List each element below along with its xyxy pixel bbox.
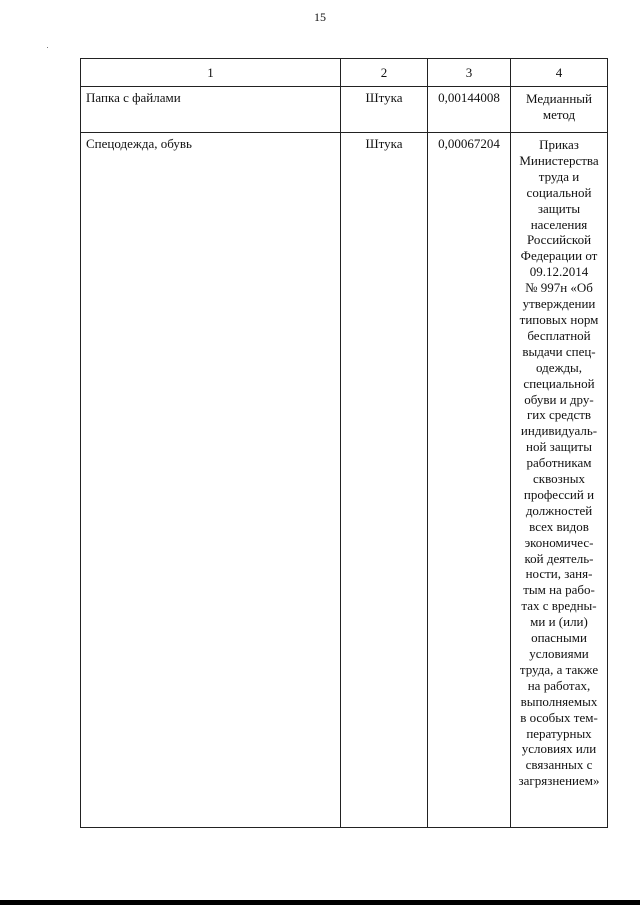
basis-line: одежды,: [535, 359, 583, 375]
basis-line: индивидуаль-: [520, 423, 598, 439]
basis-line: Министерства: [519, 152, 599, 168]
basis-line: типовых норм: [519, 311, 599, 327]
basis-line: труда и: [538, 168, 580, 184]
basis-line: профессий и: [523, 486, 595, 502]
basis-line: ности, заня-: [525, 566, 593, 582]
table-row: [81, 133, 608, 828]
header-cell-1: 1: [81, 59, 341, 87]
basis-line: кой деятель-: [524, 550, 594, 566]
basis-line: выполняемых: [520, 693, 598, 709]
basis-line: на работах,: [527, 677, 591, 693]
basis-line: должностей: [525, 502, 593, 518]
basis-line: Российской: [526, 232, 592, 248]
basis-line: в особых тем-: [520, 709, 598, 725]
basis-cell: [511, 87, 608, 133]
basis-line: экономичес-: [524, 534, 594, 550]
basis-line: труда, а также: [519, 661, 599, 677]
basis-text: [513, 137, 605, 789]
basis-cell: [511, 133, 608, 828]
header-cell-2: 2: [341, 59, 428, 87]
header-cell-4: 4: [511, 59, 608, 87]
basis-line: 09.12.2014: [529, 264, 589, 280]
table-header-row: [81, 59, 608, 87]
basis-line: № 997н «Об: [525, 280, 593, 296]
norms-table: [80, 58, 608, 828]
basis-line: Медианный: [526, 91, 592, 106]
margin-mark: [47, 47, 48, 48]
value-cell: 0,00144008: [428, 87, 511, 133]
item-name-cell: Папка с файлами: [81, 87, 341, 133]
basis-line: условиями: [529, 646, 589, 661]
unit-cell: Штука: [341, 133, 428, 828]
basis-line: обуви и дру-: [524, 391, 594, 407]
basis-line: загрязнением»: [518, 773, 600, 789]
basis-line: сквозных: [533, 471, 585, 487]
basis-text: [513, 91, 605, 123]
table-row: [81, 87, 608, 133]
basis-line: населения: [530, 216, 588, 232]
basis-line: тым на рабо-: [523, 582, 595, 598]
scan-bottom-edge: [0, 900, 640, 905]
basis-line: гих средств: [526, 407, 592, 423]
basis-line: метод: [542, 106, 576, 122]
basis-line: выдачи спец-: [522, 343, 596, 359]
unit-cell: Штука: [341, 87, 428, 133]
basis-line: Федерации от: [520, 248, 598, 264]
basis-line: утверждении: [522, 296, 596, 312]
basis-line: пературных: [526, 725, 592, 741]
basis-line: связанных с: [525, 757, 593, 773]
basis-line: защиты: [537, 200, 581, 216]
basis-line: специальной: [523, 375, 595, 391]
basis-line: ной защиты: [526, 439, 592, 455]
header-cell-3: 3: [428, 59, 511, 87]
page-number: 15: [314, 10, 326, 24]
value-cell: 0,00067204: [428, 133, 511, 828]
basis-line: Приказ: [539, 137, 579, 152]
basis-line: тах с вредны-: [521, 598, 597, 614]
basis-line: бесплатной: [527, 327, 591, 343]
basis-line: ми и (или): [530, 614, 588, 630]
basis-line: всех видов: [529, 518, 589, 534]
basis-line: работникам: [526, 455, 592, 471]
basis-line: условиях или: [521, 741, 597, 757]
basis-line: опасными: [531, 630, 587, 646]
item-name-cell: Спецодежда, обувь: [81, 133, 341, 828]
basis-line: социальной: [526, 184, 592, 200]
